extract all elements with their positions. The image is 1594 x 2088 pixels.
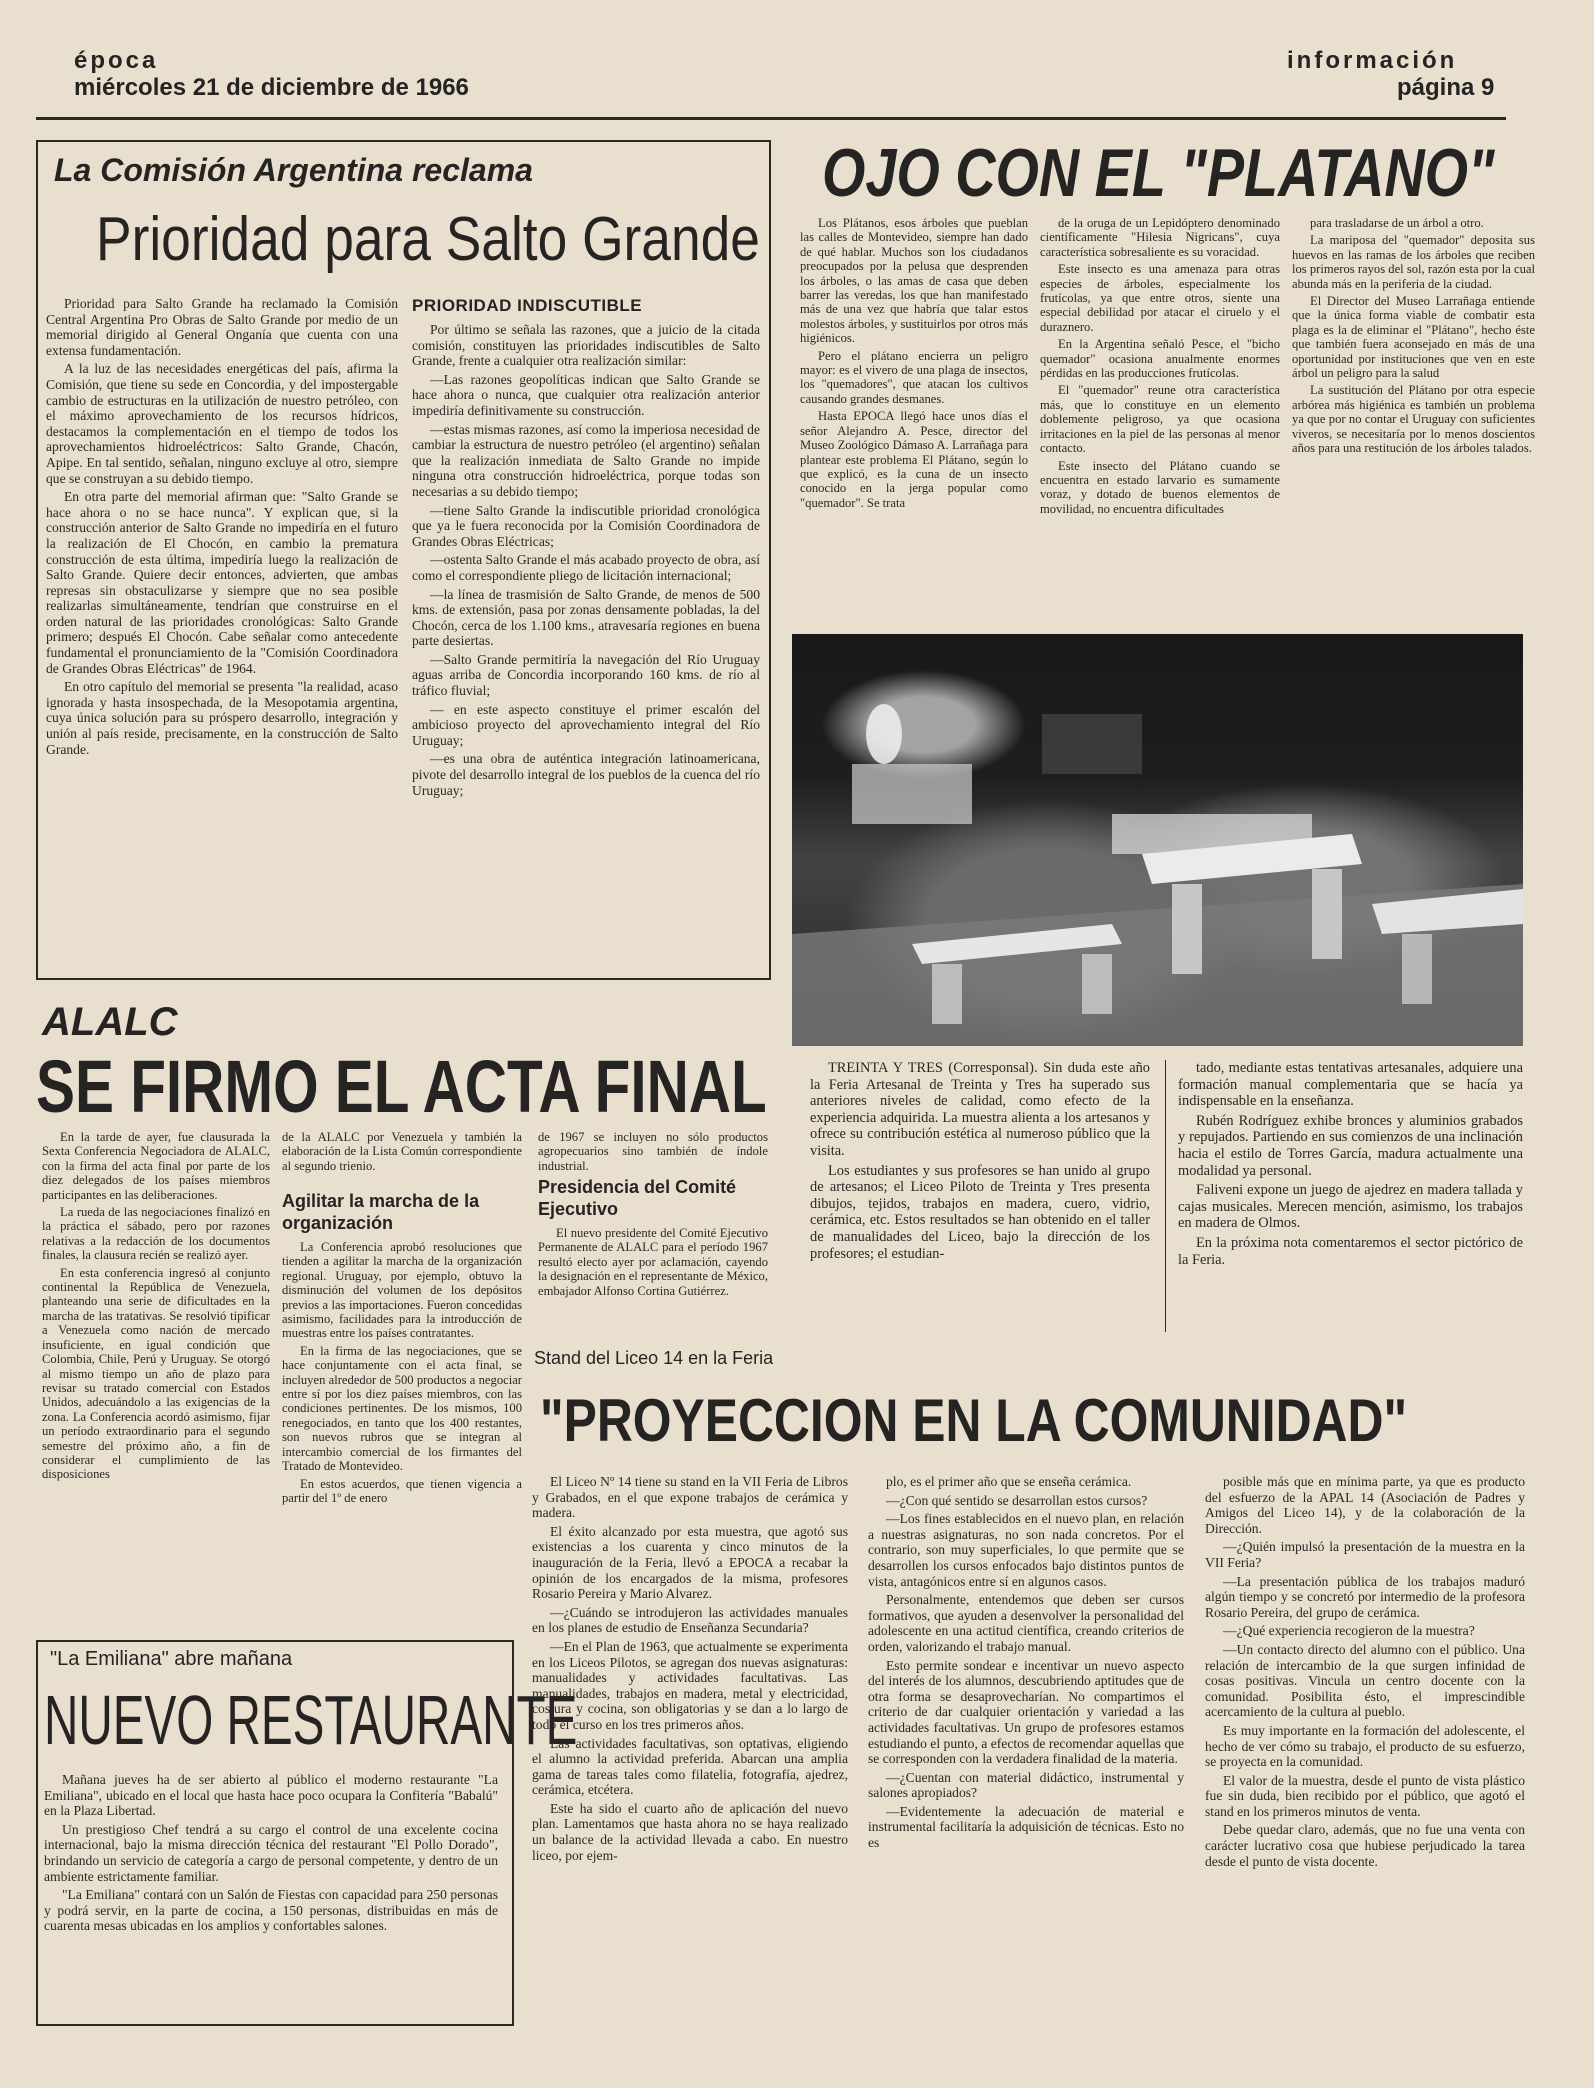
paragraph: Prioridad para Salto Grande ha reclamado la Comisión Central Argentina Pro Obras de Salto Grande por medio de un memorial dirigido al General Onganía que cuenta con una extensa fundamentación. — [46, 296, 398, 358]
photo-scene-illustration — [792, 634, 1523, 1046]
alalc-subheading-2: Presidencia del Comité Ejecutivo — [538, 1177, 737, 1219]
paragraph: A la luz de las necesidades energéticas del país, afirma la Comisión, que tiene su sede en Concordia, y del impostergable cambio de estructuras en la utilización de nuestro petróleo, con el máximo aprovechamiento de los recursos hídricos, destacamos la complementación en el tiempo de todos los aprovechamientos hidroeléctricos: Salto Grande, Chacón, Apipe. En tal sentido, señalan, ninguno excluye al otro, siempre que se construyan a su debido tiempo. — [46, 361, 398, 486]
paragraph: —¿Quién impulsó la presentación de la muestra en la VII Feria? — [1205, 1539, 1525, 1570]
paragraph: —estas mismas razones, así como la imperiosa necesidad de cambiar la estructura de nuestro petróleo (el argentino) señalan que la realización inmediata de Salto Grande no impide ninguna otra construcción hidroeléctrica, porque todas son necesarias a su debido tiempo; — [412, 421, 760, 499]
paragraph: En la tarde de ayer, fue clausurada la Sexta Conferencia Negociadora de ALALC, con la firma del acta final por parte de los diez delegados de los países miembros participantes en las deliberaciones. — [42, 1130, 270, 1202]
paragraph: La rueda de las negociaciones finalizó en la práctica el sábado, pero por razones relativas a la redacción de los documentos finales, la clausura recién se realizó ayer. — [42, 1205, 270, 1263]
liceo-kicker: Stand del Liceo 14 en la Feria — [534, 1348, 774, 1368]
paragraph: En otro capítulo del memorial se presenta "la realidad, acaso ignorada y hasta insospechada, de la Mesopotamia argentina, cuya única solución para su próspero desarrollo, integración y unión al país reside, precisamente, en la construcción de Salto Grande. — [46, 679, 398, 757]
issue-date: miércoles 21 de diciembre de 1966 — [74, 74, 469, 101]
paragraph: El éxito alcanzado por esta muestra, que agotó sus existencias a los cuarenta y cinco minutos de la inauguración de la Feria, llevó a EPOCA a recabar la opinión de los encargados de la misma, profesores Rosario Pereira y Mario Alvarez. — [532, 1523, 848, 1602]
platano-column-3 — [1292, 216, 1535, 616]
paragraph: —es una obra de auténtica integración latinoamericana, pivote del desarrollo integral de los pueblos de la cuenca del río Uruguay; — [412, 751, 760, 798]
paragraph: En la firma de las negociaciones, que se hace conjuntamente con el acta final, se incluyen alrededor de 500 productos a negociar entre sí por los diez países miembros, con las condiciones pertinentes. De los mismos, 100 renegociados, en tanto que los 400 restantes, son nuevos rubros que se integran al intercambio comercial de los firmantes del Tratado de Montevideo. — [282, 1343, 522, 1474]
alalc-column-2-top: de la ALALC por Venezuela y también la elaboración de la Lista Común correspondiente al segundo trienio. — [282, 1130, 522, 1173]
paragraph: Por último se señala las razones, que a juicio de la citada comisión, constituyen las prioridades indiscutibles de Salto Grande, frente a cualquier otra realización similar: — [412, 322, 760, 369]
alalc-kicker: ALALC — [42, 1000, 178, 1044]
paragraph: En la próxima nota comentaremos el sector pictórico de la Feria. — [1178, 1234, 1523, 1268]
paragraph: Personalmente, entendemos que deben ser cursos formativos, que ayuden a desenvolver la personalidad del adolescente en una actitud científica, creando criterios de orden, valorizando el trabajo manual. — [868, 1592, 1184, 1654]
salto-kicker: La Comisión Argentina reclama — [54, 152, 533, 188]
alalc-column-3 — [538, 1226, 768, 1336]
alalc-column-2 — [282, 1240, 522, 1616]
paragraph: Rubén Rodríguez exhibe bronces y aluminios grabados y repujados. Partiendo en sus comienzos de una inclinación hacia el estilo de Torres García, madura actualmente una modalidad ya personal. — [1178, 1112, 1523, 1179]
paragraph: Este insecto es una amenaza para otras especies de árboles, especialmente los frutícolas, ya que entre otros, siente una especial debilidad por atacar el ciruelo y el duraznero. — [1040, 262, 1280, 334]
paragraph: El Liceo Nº 14 tiene su stand en la VII Feria de Libros y Grabados, en el que expone trabajos de cerámica y madera. — [532, 1474, 848, 1521]
paragraph: —Los fines establecidos en el nuevo plan, en relación a nuestras asignaturas, no son nada concretos. Por el contrario, son muy superficiales, lo que permite que se desarrollen los cursos enfocados bajo distintos puntos de vista, antagónicos entre sí en algunos casos. — [868, 1511, 1184, 1589]
masthead-section-title: información — [1287, 47, 1458, 74]
paragraph: Hasta EPOCA llegó hace unos días el señor Alejandro A. Pesce, director del Museo Zoológico Dámaso A. Larrañaga para plantear este problema El Plátano, según lo que explicó, es la cuna de un insecto conocido en la jerga popular como "quemador". Se trata — [800, 409, 1028, 510]
paragraph: para trasladarse de un árbol a otro. — [1310, 216, 1484, 230]
restaurante-kicker: "La Emiliana" abre mañana — [50, 1648, 293, 1670]
paragraph: Los estudiantes y sus profesores se han unido al grupo de artesanos; el Liceo Piloto de Treinta y Tres presenta dibujos, tejidos, trabajos en madera, cuero, vidrio, cerámica, etc. Estos resultados se han obtenido en el taller de manualidades del Liceo, bajo la dirección de los profesores; el estudian- — [810, 1162, 1150, 1262]
platano-column-1 — [800, 216, 1028, 616]
feria-column-1 — [810, 1060, 1150, 1342]
alalc-headline: SE FIRMO EL ACTA FINAL — [36, 1045, 767, 1128]
masthead-left-title: época — [74, 47, 159, 74]
paragraph: En estos acuerdos, que tienen vigencia a partir del 1º de enero — [282, 1476, 522, 1505]
platano-column-2 — [1040, 216, 1280, 616]
paragraph: —¿Con qué sentido se desarrollan estos cursos? — [886, 1492, 1148, 1508]
paragraph: —¿Qué experiencia recogieron de la muestra? — [1223, 1623, 1475, 1639]
paragraph: —Evidentemente la adecuación de material e instrumental facilitaría la adquisición de técnicas. Esto no es — [868, 1803, 1184, 1851]
paragraph: Las actividades facultativas, son optativas, eligiendo el alumno la actividad preferida. Abarcan una amplia gama de tareas tales como filatelia, fotografía, ajedrez, cerámica, etcétera. — [532, 1735, 848, 1798]
platano-headline: OJO CON EL "PLATANO" — [822, 135, 1495, 211]
feria-column-2 — [1178, 1060, 1523, 1342]
liceo-column-1 — [532, 1474, 848, 2078]
alalc-subheading-1: Agilitar la marcha de la organización — [282, 1191, 480, 1233]
paragraph: Los Plátanos, esos árboles que pueblan las calles de Montevideo, siempre han dado de qué hablar. Muchos son los ciudadanos preocupados por la pelusa que desprenden los árboles, o las amas de casa que deben barrer las veredas, los que han manifestado más de una vez que habría que talar estos molestos árboles, y sustituirlos por otros más higiénicos. — [800, 216, 1028, 346]
paragraph: El "quemador" reune otra característica más, que lo constituye en un elemento doblemente peligroso, ya que ocasiona irritaciones en la piel de las personas al menor contacto. — [1040, 383, 1280, 456]
paragraph: En la Argentina señaló Pesce, el "bicho quemador" ocasiona anualmente enormes pérdidas en las producciones frutícolas. — [1040, 337, 1280, 381]
liceo-column-2 — [868, 1474, 1184, 2078]
paragraph: Este insecto del Plátano cuando se encuentra en estado larvario es sumamente voraz, y dotado de buenos elementos de movilidad, no encuentra dificultades — [1040, 458, 1280, 516]
paragraph: Debe quedar claro, además, que no fue una venta con carácter lucrativo cosa que hubiese perjudicado la tarea desde el punto de vista docente. — [1205, 1822, 1525, 1869]
paragraph: de la oruga de un Lepidóptero denominado científicamente "Hilesia Nigricans", cuya característica sobresaliente es su voracidad. — [1040, 216, 1280, 259]
header-rule — [36, 117, 1506, 120]
liceo-column-3 — [1205, 1474, 1525, 2078]
paragraph: —tiene Salto Grande la indiscutible prioridad cronológica que ya le fuera reconocida por la Comisión Coordinadora de Grandes Obras Eléctricas; — [412, 502, 760, 549]
paragraph: En otra parte del memorial afirman que: "Salto Grande se hace ahora o no se hace nunca". Y explican que, si la construcción anterior de Salto Grande no impediría en el futuro la realización de El Chocón, en cambio la prematura construcción de esta última, impediría luego la realización de Salto Grande. Quiere decir entonces, advierten, que ambas represas sin obstaculizarse y siempre que no sea posible realizarlas simultáneamente, tendrían que construirse en el orden natural de las prioridades cronológicas: Salto Grande primero; después El Chocón. Cabe señalar como antecedente fundamental el pronunciamiento de la "Comisión Coordinadora de Grandes Obras Eléctricas" de 1964. — [46, 489, 398, 676]
paragraph: Pero el plátano encierra un peligro mayor: es el vivero de una plaga de insectos, los "quemadores", que atacan los cultivos causando grandes desmanes. — [800, 348, 1028, 406]
salto-column-2 — [412, 322, 760, 970]
paragraph: El nuevo presidente del Comité Ejecutivo Permanente de ALALC para el período 1967 resultó electo ayer por aclamación, cayendo la designación en el representante de México, embajador Alfonso Cortina Gutiérrez. — [538, 1226, 768, 1298]
paragraph: El Director del Museo Larrañaga entiende que la única forma viable de combatir esta plaga es la de eliminar el "Plátano", hecho éste que también fuera aconsejado en más de una oportunidad por instituciones que ven en este árbol un peligro para la salud — [1292, 294, 1535, 381]
paragraph: "La Emiliana" contará con un Salón de Fiestas con capacidad para 250 personas y podrá servir, en la parte de cocina, a 150 personas, distribuidas en más de cuarenta mesas ubicadas en los amplios y confortables salones. — [44, 1887, 498, 1934]
paragraph: Es muy importante en la formación del adolescente, el hecho de ver cómo su trabajo, el producto de su esfuerzo, se proyecta en la comunidad. — [1205, 1722, 1525, 1770]
paragraph: TREINTA Y TRES (Corresponsal). Sin duda este año la Feria Artesanal de Treinta y Tres ha superado sus anteriores niveles de calidad, como efecto de la experiencia adquirida. La muestra alienta a los artesanos y ofrece su contribución estética al numeroso público que la visita. — [810, 1060, 1150, 1159]
paragraph: —Salto Grande permitiría la navegación del Río Uruguay aguas arriba de Concordia incorporando 160 kms. de río al tráfico fluvial; — [412, 651, 760, 699]
salto-column-1 — [46, 296, 398, 968]
paragraph: En esta conferencia ingresó al conjunto continental la República de Venezuela, planteando una serie de dificultades en la marcha de las tratativas. Se resolvió tipificar a Venezuela como nación de mercado insuficiente, en igual condición que Colombia, Chile, Perú y Uruguay. Se otorgó al mismo tiempo un año de plazo para revisar su tratado comercial con Estados Unidos, adecuándolo a las exigencias de la zona. La Conferencia acordó asimismo, fijar un período extraordinario para el segundo semestre del próximo año, a fin de considerar el cumplimiento de las disposiciones — [42, 1265, 270, 1482]
paragraph: Mañana jueves ha de ser abierto al público el moderno restaurante "La Emiliana", ubicado en el local que hasta hace poco ocupara la Confitería "Babalú" en la Plaza Libertad. — [44, 1772, 498, 1819]
salto-subheading: PRIORIDAD INDISCUTIBLE — [412, 296, 643, 315]
paragraph: Esto permite sondear e incentivar un nuevo aspecto del interés de los alumnos, descubriendo aptitudes que de otra forma se desaprovecharían. No compartimos el criterio de dar cualquier orientación y variedad a las actividades facultativas. Un grupo de profesores estamos estudiando el punto, a efectos de recomendar aquellas que se corresponden con la verdadera finalidad de la materia. — [868, 1657, 1184, 1767]
restaurante-headline: NUEVO RESTAURANTE — [44, 1681, 578, 1759]
paragraph: —ostenta Salto Grande el más acabado proyecto de obra, así como el correspondiente pliego de licitación internacional; — [412, 552, 760, 583]
paragraph: —En el Plan de 1963, que actualmente se experimenta en los Liceos Pilotos, se agregan dos nuevas asignaturas: manualidades y actividades facultativas. Las manualidades, trabajos en madera, metal y electricidad, costura y cocina, son obligatorias y se dan a lo largo de todo el curso en los tres primeros años. — [532, 1638, 848, 1732]
paragraph: El valor de la muestra, desde el punto de vista plástico fue sin duda, bien recibido por el público, que agotó el stand en los primeros minutos de venta. — [1205, 1772, 1525, 1819]
restaurante-body — [44, 1772, 498, 2016]
salto-headline: Prioridad para Salto Grande — [96, 205, 760, 274]
paragraph: —¿Cuentan con material didáctico, instrumental y salones apropiados? — [868, 1769, 1184, 1801]
alalc-column-3-top: de 1967 se incluyen no sólo productos agropecuarios sino también de índole industrial. — [538, 1130, 768, 1173]
paragraph: — en este aspecto constituye el primer escalón del ambicioso proyecto del aprovechamiento integral del Río Uruguay; — [412, 701, 760, 748]
paragraph: La mariposa del "quemador" deposita sus huevos en las ramas de los árboles que reciben los primeros rayos del sol, razón esta por la cual abunda más en la periferia de la ciudad. — [1292, 233, 1535, 291]
paragraph: La sustitución del Plátano por otra especie arbórea más higiénica es también un problema ya que por no contar el Uruguay con suficientes viveros, se necesitaría por lo menos doscientos años para una restitución de los árboles talados. — [1292, 383, 1535, 456]
paragraph: Este ha sido el cuarto año de aplicación del nuevo plan. Lamentamos que hasta ahora no se haya realizado un balance de la actividad llevada a cabo. En nuestro liceo, por ejem- — [532, 1800, 848, 1863]
feria-column-divider — [1165, 1060, 1166, 1332]
paragraph: —La presentación pública de los trabajos maduró algún tiempo y se concretó por intermedio de la profesora Rosario Pereira, del grupo de cerámica. — [1205, 1573, 1525, 1620]
alalc-column-1 — [42, 1130, 270, 1616]
paragraph: —¿Cuándo se introdujeron las actividades manuales en los planes de estudio de Enseñanza Secundaria? — [532, 1604, 848, 1636]
paragraph: Faliveni expone un juego de ajedrez en madera tallada y cajas musicales. Merecen mención, asimismo, los trabajos en madera de Olmos. — [1178, 1182, 1523, 1232]
paragraph: —Las razones geopolíticas indican que Salto Grande se hace ahora o nunca, que cualquier otra realización anterior impediría definitivamente su construcción. — [412, 371, 760, 418]
paragraph: tado, mediante estas tentativas artesanales, adquiere una formación manual complementaria que se hacía ya indispensable en la enseñanza. — [1178, 1060, 1523, 1110]
paragraph: plo, es el primer año que se enseña cerámica. — [886, 1474, 1132, 1489]
paragraph: posible más que en mínima parte, ya que es producto del esfuerzo de la APAL 14 (Asociación de Padres y Amigos del Liceo 14), y de la colaboración de la Dirección. — [1205, 1474, 1525, 1536]
page-number: página 9 — [1397, 74, 1495, 101]
paragraph: Un prestigioso Chef tendrá a su cargo el control de una excelente cocina internacional, bajo la misma dirección técnica del restaurant "El Pollo Dorado", brindando un servicio de categoría a cargo de personal competente, y dentro de un ambiente estrictamente familiar. — [44, 1821, 498, 1884]
feria-stand-photo — [792, 634, 1523, 1046]
liceo-headline: "PROYECCION EN LA COMUNIDAD" — [540, 1387, 1408, 1454]
paragraph: —la línea de trasmisión de Salto Grande, de menos de 500 kms. de extensión, pasa por zonas densamente pobladas, la del Chocón, cerca de los 1.100 kms., atravesaría regiones en buena parte desiertas. — [412, 586, 760, 649]
paragraph: La Conferencia aprobó resoluciones que tienden a agilitar la marcha de la organización regional. Uruguay, por ejemplo, obtuvo la disminución del volumen de los depósitos previos a las importaciones. Fueron concedidas asimismo, facilidades para la introducción de muestras entre los países contratantes. — [282, 1240, 522, 1341]
paragraph: —Un contacto directo del alumno con el público. Una relación de intercambio de la que surgen infinidad de cosas positivas. Vincula un centro docente con la comunidad. Posibilita ésto, el imprescindible acercamiento de la cultura al pueblo. — [1205, 1641, 1525, 1720]
